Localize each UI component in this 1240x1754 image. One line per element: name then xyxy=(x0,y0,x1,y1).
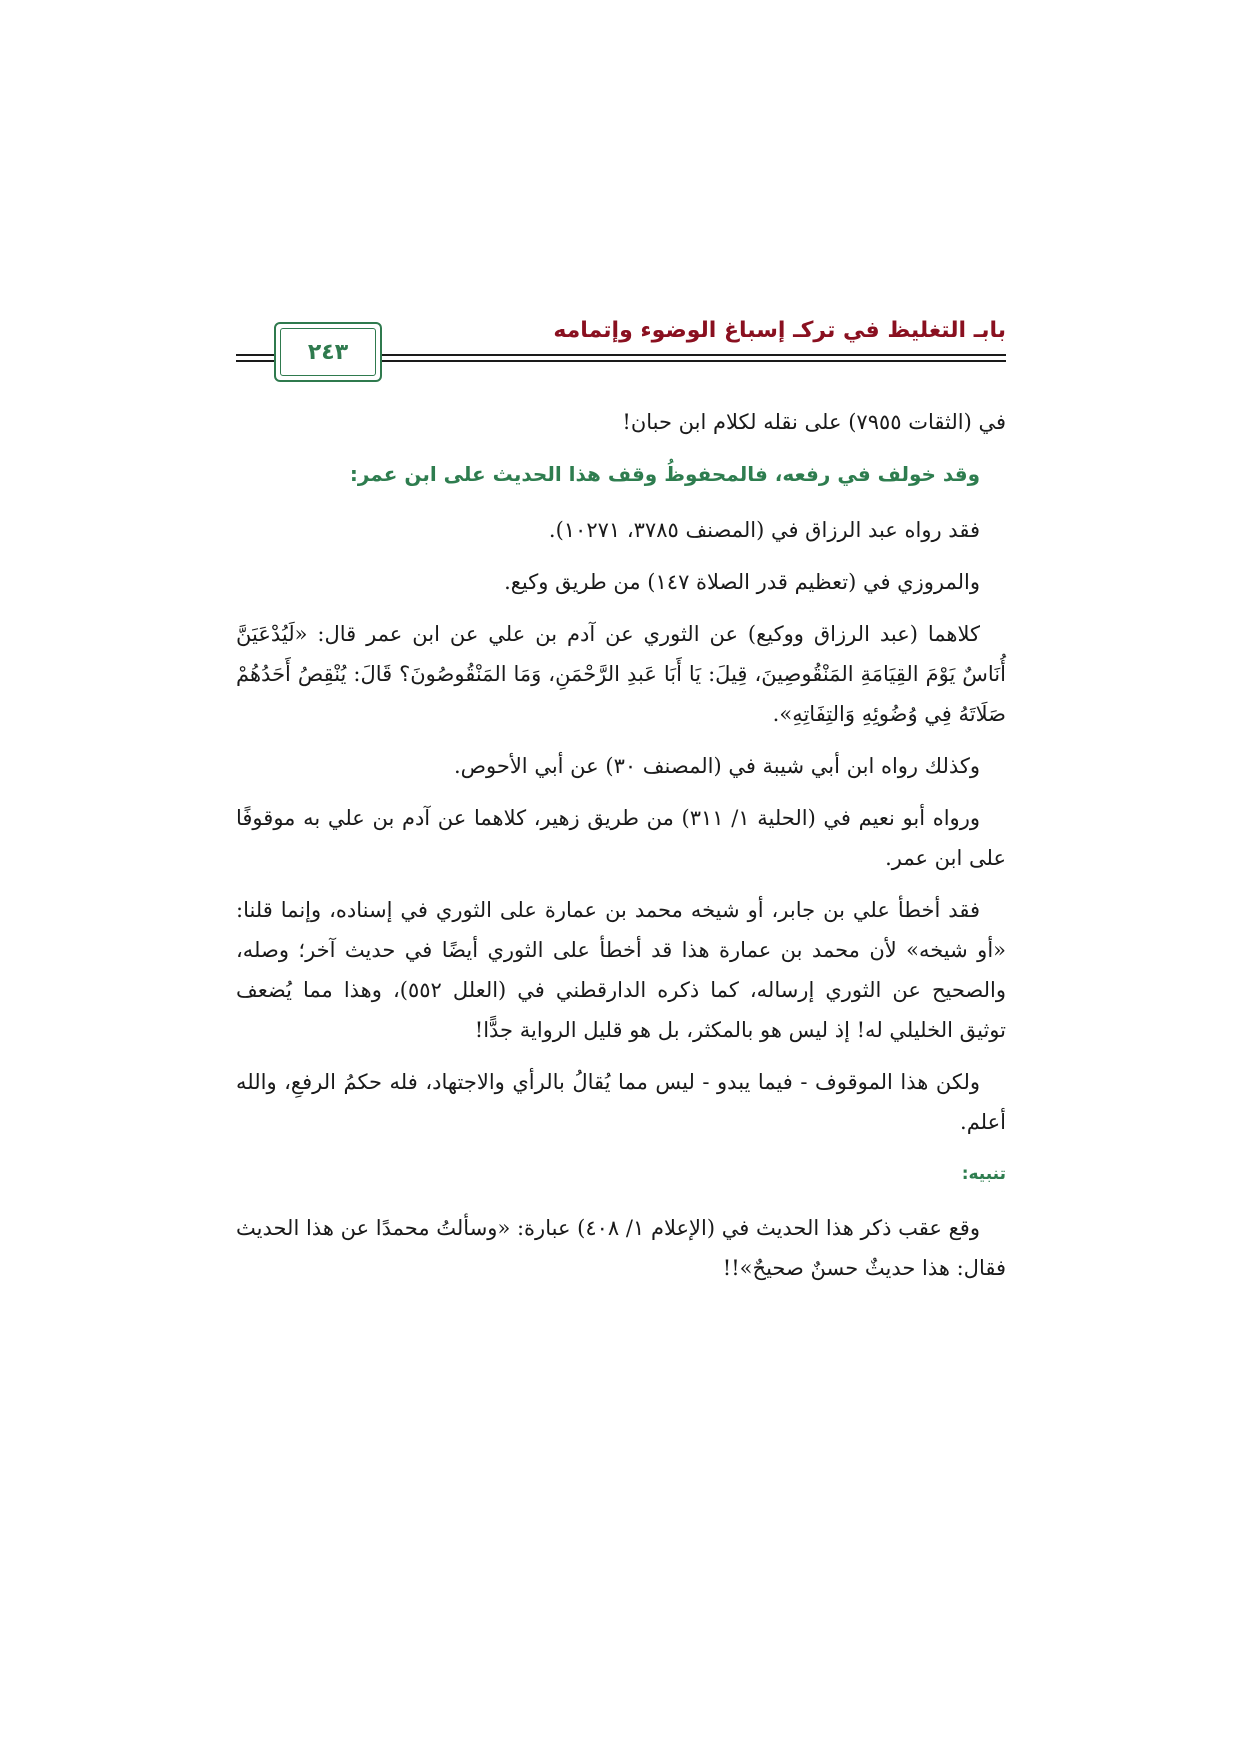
note-heading: تنبيه: xyxy=(961,1164,1006,1184)
page-number-badge xyxy=(274,322,382,382)
chapter-title: بابـ التغليظ في تركـ إسباغ الوضوء وإتمامه xyxy=(553,318,1006,343)
paragraph-continuation: في (الثقات ٧٩٥٥) على نقله لكلام ابن حبان! xyxy=(622,410,1006,434)
page-body xyxy=(236,402,1006,1300)
paragraph-abdulrazzaq: فقد رواه عبد الرزاق في (المصنف ٣٧٨٥، ١٠٢٧١). xyxy=(548,518,980,542)
paragraph-abu-nuaym: ورواه أبو نعيم في (الحلية ١/ ٣١١) من طريق زهير، كلاهما عن آدم بن علي به موقوفًا على ابن عمر. xyxy=(236,806,1006,870)
paragraph-marwazi: والمروزي في (تعظيم قدر الصلاة ١٤٧) من طريق وكيع. xyxy=(504,570,980,594)
page-header xyxy=(236,318,1006,380)
paragraph-ibn-abi-shaybah: وكذلك رواه ابن أبي شيبة في (المصنف ٣٠) عن أبي الأحوص. xyxy=(453,754,980,778)
paragraph-hadith-text: كلاهما (عبد الرزاق ووكيع) عن الثوري عن آدم بن علي عن ابن عمر قال: «لَيُدْعَيَنَّ أُنَاسٌ يَوْمَ القِيَامَةِ المَنْقُوصِينَ، قِيلَ: يَا أَبَا عَبدِ الرَّحْمَنِ، وَمَا المَنْقُوصُونَ؟ قَالَ: يُنْقِصُ أَحَدُهُمْ صَلَاتَهُ فِي وُضُوئِهِ وَالتِفَاتِهِ». xyxy=(236,622,1006,726)
paragraph-ruling: ولكن هذا الموقوف - فيما يبدو - ليس مما يُقالُ بالرأي والاجتهاد، فله حكمُ الرفعِ، والله أعلم. xyxy=(236,1070,1006,1134)
paragraph-note: وقع عقب ذكر هذا الحديث في (الإعلام ١/ ٤٠٨) عبارة: «وسألتُ محمدًا عن هذا الحديث فقال: هذا حديثٌ حسنٌ صحيحٌ»!! xyxy=(236,1216,1006,1280)
page-number: ٢٤٣ xyxy=(307,339,349,365)
paragraph-highlight: وقد خولف في رفعه، فالمحفوظُ وقف هذا الحديث على ابن عمر: xyxy=(349,462,980,486)
paragraph-error-analysis: فقد أخطأ علي بن جابر، أو شيخه محمد بن عمارة على الثوري في إسناده، وإنما قلنا: «أو شيخه» لأن محمد بن عمارة هذا قد أخطأ على الثوري أيضًا في حديث آخر؛ وصله، والصحيح عن الثوري إرساله، كما ذكره الدارقطني في (العلل ٥٥٢)، وهذا مما يُضعف توثيق الخليلي له! إذ ليس هو بالمكثر، بل هو قليل الرواية جدًّا! xyxy=(236,898,1006,1042)
